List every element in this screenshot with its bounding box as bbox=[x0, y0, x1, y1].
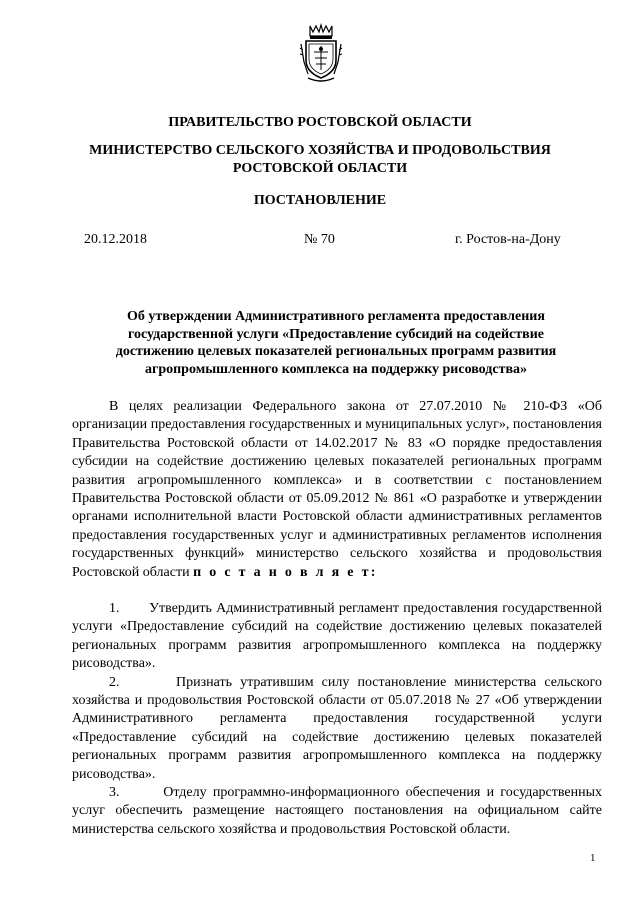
document-place: г. Ростов-на-Дону bbox=[455, 232, 561, 247]
preamble-paragraph bbox=[72, 398, 602, 582]
list-item bbox=[72, 784, 602, 839]
document-date: 20.12.2018 bbox=[84, 232, 147, 247]
title-line: государственной услуги «Предоставление субсидий на содействие bbox=[127, 326, 544, 342]
document-type: ПОСТАНОВЛЕНИЕ bbox=[253, 193, 387, 208]
item-text: Признать утратившим силу постановление министерства сельского хозяйства и продовольствия Ростовской области от 05.07.2018 № 27 «Об утверждении Административного регламента предоставления государственной услуги «Предоставление субсидий на содействие достижению целевых показателей региональных программ развития агропромышленного комплекса на поддержку рисоводства». bbox=[72, 674, 602, 782]
title-line: достижению целевых показателей региональных программ развития bbox=[115, 344, 557, 359]
preamble-text: В целях реализации Федерального закона от 27.07.2010 № 210-ФЗ «Об организации предоставления государственных и муниципальных услуг», постановления Правительства Ростовской области от 14.02.2017 № 83 «О порядке предоставления субсидии на содействие достижению целевых показателей региональных программ развития агропромышленного комплекса» и в соответствии с постановлением Правительства Ростовской области от 05.09.2012 № 861 «О разработке и утверждении органами исполнительной власти Ростовской области административных регламентов предоставления государственных услуг и административных регламентов исполнения государственных функций» министерство сельского хозяйства и продовольствия Ростовской области bbox=[72, 399, 602, 580]
item-number: 1. bbox=[109, 601, 120, 616]
decree-word: п о с т а н о в л я е т: bbox=[193, 564, 378, 580]
item-number: 2. bbox=[109, 674, 120, 690]
document-title bbox=[92, 308, 580, 378]
item-text: Утвердить Административный регламент предоставления государственной услуги «Предоставление субсидий на содействие достижению целевых показателей региональных программ развития агропромышленного комплекса на поддержку рисоводства». bbox=[72, 601, 602, 672]
title-line: Об утверждении Административного регламента предоставления bbox=[127, 309, 545, 324]
document-number: № 70 bbox=[304, 232, 335, 247]
item-text: Отделу программно-информационного обеспечения и государственных услуг обеспечить размещение настоящего постановления на официальном сайте министерства сельского хозяйства и продовольствия Ростовской области. bbox=[72, 785, 603, 837]
ministry-heading-line1: МИНИСТЕРСТВО СЕЛЬСКОГО ХОЗЯЙСТВА И ПРОДОВОЛЬСТВИЯ bbox=[89, 143, 551, 158]
page-number: 1 bbox=[590, 852, 596, 864]
list-item bbox=[72, 600, 602, 674]
ministry-heading-line2: РОСТОВСКОЙ ОБЛАСТИ bbox=[232, 161, 408, 176]
title-line: агропромышленного комплекса на поддержку рисоводства» bbox=[144, 361, 528, 377]
item-number: 3. bbox=[109, 785, 120, 801]
list-item bbox=[72, 674, 602, 784]
numbered-items bbox=[72, 600, 602, 839]
government-heading: ПРАВИТЕЛЬСТВО РОСТОВСКОЙ ОБЛАСТИ bbox=[168, 115, 472, 130]
coat-of-arms-icon bbox=[298, 22, 344, 84]
